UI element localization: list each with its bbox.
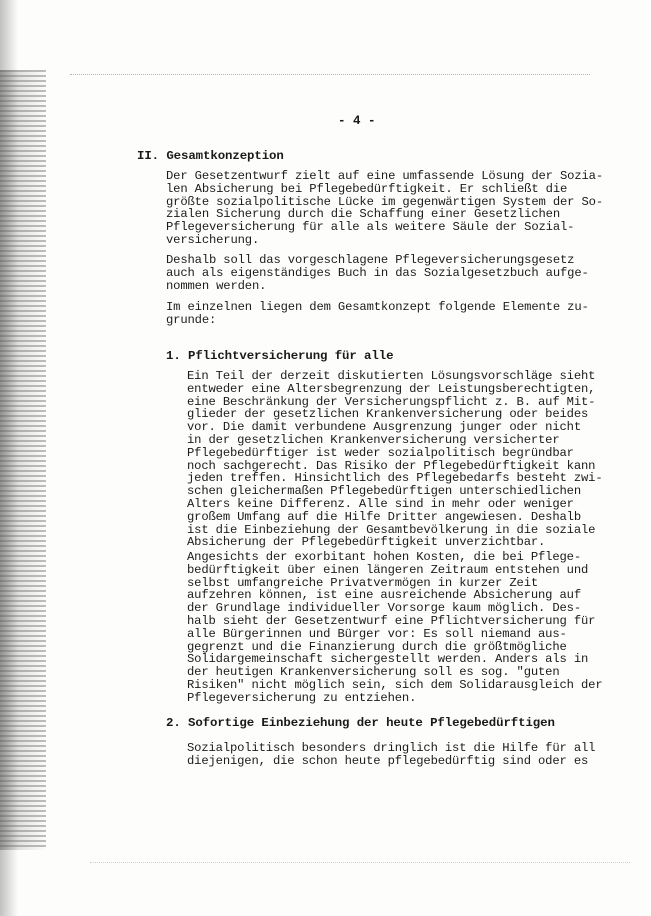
paragraph-3: Im einzelnen liegen dem Gesamtkonzept folgende Elemente zu- grunde: <box>166 300 589 327</box>
scan-artifact-top <box>70 74 590 75</box>
sub2-paragraph-1: Sozialpolitisch besonders dringlich ist die Hilfe für all diejenigen, die schon heute pflegebedürftig sind oder es <box>187 741 596 768</box>
subheading-1: 1. Pflichtversicherung für alle <box>166 349 394 363</box>
section-heading: II. Gesamtkonzeption <box>137 149 284 163</box>
sub1-paragraph-2: Angesichts der exorbitant hohen Kosten, die bei Pflege- bedürftigkeit über einen längeren Zeitraum entstehen und selbst umfangreiche Privatvermögen in kurzer Zeit aufzehren können, ist eine ausreichende Absicherung auf der Grundlage individueller Vorsorge kaum möglich. Des- halb sieht der Gesetzentwurf eine Pflichtversicherung für alle Bürgerinnen und Bürger vor: Es soll niemand aus- gegrenzt und die Finanzierung durch die größtmögliche Solidargemeinschaft sichergestellt werden. Anders als in der heutigen Krankenversicherung soll es sog. "guten Risiken" nicht möglich sein, sich dem Solidarausgleich der Pflegeversicherung zu entziehen. <box>187 550 603 705</box>
sub1-paragraph-1: Ein Teil der derzeit diskutierten Lösungsvorschläge sieht entweder eine Altersbegrenzung der Leistungsberechtigten, eine Beschränkung der Versicherungspflicht z. B. auf Mit- glieder der gesetzlichen Krankenversicherung oder beides vor. Die damit verbundene Ausgrenzung junger oder nicht in der gesetzlichen Krankenversicherung versicherter Pflegebedürftiger ist weder sozialpolitisch begründbar noch sachgerecht. Das Risiko der Pflegebedürftigkeit kann jeden treffen. Hinsichtlich des Pflegebedarfs besteht zwi- schen gleichermaßen Pflegebedürftigen unterschiedlichen Alters keine Differenz. Alle sind in mehr oder weniger großem Umfang auf die Hilfe Dritter angewiesen. Deshalb ist die Einbeziehung der Gesamtbevölkerung in die soziale Absicherung der Pflegebedürftigkeit unverzichtbar. <box>187 369 603 550</box>
intro-paragraph: Der Gesetzentwurf zielt auf eine umfassende Lösung der Sozia- len Absicherung bei Pflegebedürftigkeit. Er schließt die größte sozialpolitische Lücke im gegenwärtigen System der So- zialen Sicherung durch die Schaffung einer Gesetzlichen Pflegeversicherung für alle als weitere Säule der Sozial- versicherung. <box>166 169 603 247</box>
page-number: - 4 - <box>338 114 376 128</box>
subheading-2: 2. Sofortige Einbeziehung der heute Pflegebedürftigen <box>166 716 555 730</box>
scan-noise-left <box>0 70 46 850</box>
paragraph-2: Deshalb soll das vorgeschlagene Pflegeversicherungsgesetz auch als eigenständiges Buch in das Sozialgesetzbuch aufge- nommen werden. <box>166 253 589 293</box>
scan-artifact-bottom <box>90 862 630 863</box>
